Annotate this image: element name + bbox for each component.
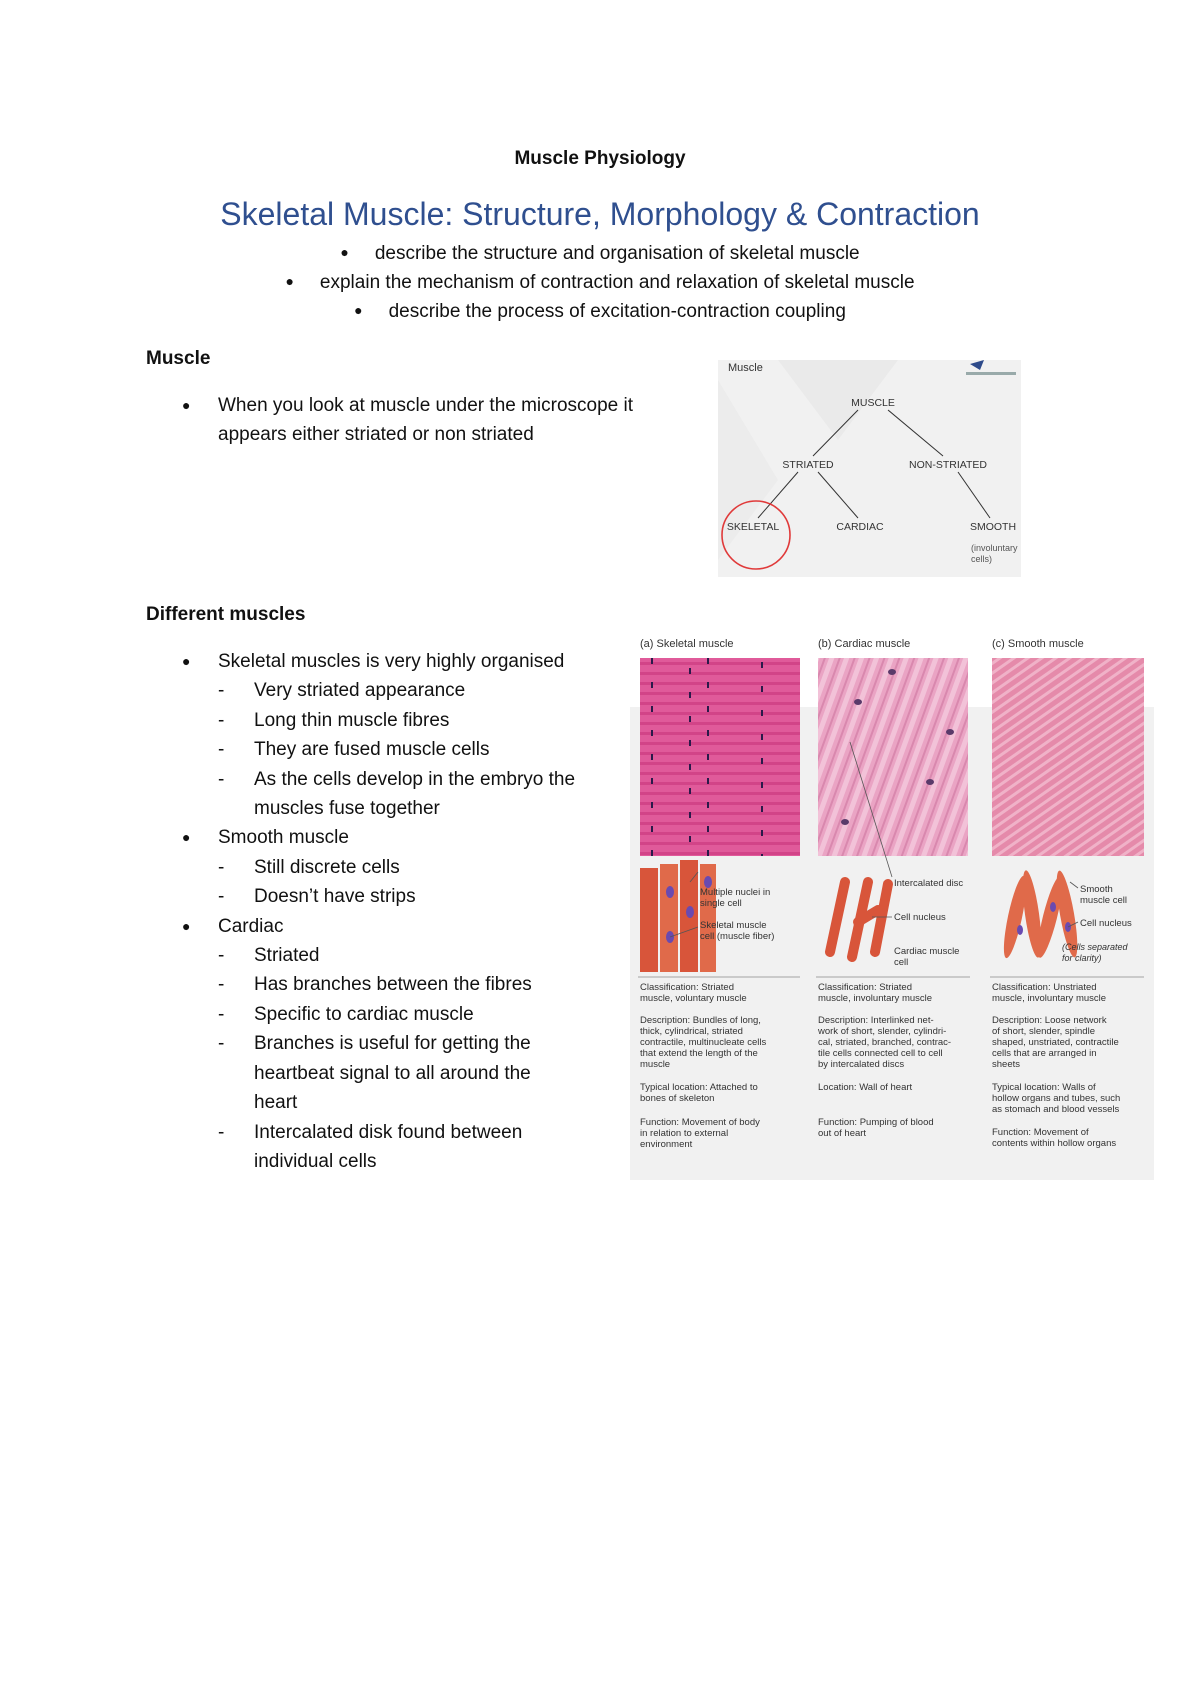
callout-label: Multiple nuclei in xyxy=(700,887,771,898)
svg-text:Function: Movement of body: Function: Movement of body xyxy=(640,1117,760,1128)
tree-node-root: MUSCLE xyxy=(851,397,895,409)
callout-label: Cardiac muscle xyxy=(894,946,960,957)
tree-node-cardiac: CARDIAC xyxy=(836,521,884,533)
svg-text:cells that are arranged in: cells that are arranged in xyxy=(992,1048,1097,1059)
svg-text:tile cells connected cell to c: tile cells connected cell to cell xyxy=(818,1048,943,1059)
svg-text:environment: environment xyxy=(640,1139,693,1150)
callout-label: Skeletal muscle xyxy=(700,920,767,931)
objective-2: ● explain the mechanism of contraction and relaxation of skeletal muscle xyxy=(285,272,915,293)
callout-label: cell xyxy=(894,957,909,968)
callout-label: Intercalated disc xyxy=(894,878,964,889)
svg-text:thick, cylindrical, striated: thick, cylindrical, striated xyxy=(640,1026,743,1037)
list-item-smooth: ● Smooth muscle xyxy=(146,823,575,852)
sub-item-continuation: heartbeat signal to all around the xyxy=(254,1062,531,1084)
svg-text:Typical location: Walls of: Typical location: Walls of xyxy=(992,1082,1096,1093)
svg-text:contractile, multinucleate cel: contractile, multinucleate cells xyxy=(640,1037,767,1048)
svg-text:hollow organs and tubes, such: hollow organs and tubes, such xyxy=(992,1093,1121,1104)
muscle-bullets xyxy=(146,391,633,450)
bullet-icon: ● xyxy=(182,917,191,934)
list-item-continuation: appears either striated or non striated xyxy=(218,424,534,446)
callout-label: Cell nucleus xyxy=(894,912,946,923)
tree-smooth-note-1: (involuntary xyxy=(971,543,1018,553)
svg-text:bones of skeleton: bones of skeleton xyxy=(640,1093,715,1104)
svg-text:Function: Movement of: Function: Movement of xyxy=(992,1127,1089,1138)
sub-item: - Doesn’t have strips xyxy=(146,882,575,911)
sub-item: - Has branches between the fibres xyxy=(146,970,575,999)
svg-text:by intercalated discs: by intercalated discs xyxy=(818,1059,905,1070)
panel-title-skeletal: (a) Skeletal muscle xyxy=(640,638,734,650)
svg-text:Description: Bundles of long,: Description: Bundles of long, xyxy=(640,1015,761,1026)
callout-label: muscle cell xyxy=(1080,895,1127,906)
svg-text:Classification: Striated: Classification: Striated xyxy=(818,982,912,993)
dash-icon: - xyxy=(218,856,225,878)
sub-item: - They are fused muscle cells xyxy=(146,735,575,764)
dash-icon: - xyxy=(218,1121,225,1143)
svg-text:shaped, unstriated, contractil: shaped, unstriated, contractile xyxy=(992,1037,1119,1048)
logo-text-bar xyxy=(966,372,1016,375)
dash-icon: - xyxy=(218,680,225,702)
svg-text:sheets: sheets xyxy=(992,1059,1020,1070)
dash-icon: - xyxy=(218,739,225,761)
svg-text:out of heart: out of heart xyxy=(818,1128,867,1139)
list-item: ● When you look at muscle under the microscope it xyxy=(146,391,633,420)
list-item-skeletal: ● Skeletal muscles is very highly organised xyxy=(146,647,575,676)
list-item-cardiac: ● Cardiac xyxy=(146,912,575,941)
callout-label: (Cells separated xyxy=(1062,942,1128,952)
svg-text:that extend the length of the: that extend the length of the xyxy=(640,1048,758,1059)
dash-icon: - xyxy=(218,945,225,967)
dash-icon: - xyxy=(218,1033,225,1055)
callout-label: Cell nucleus xyxy=(1080,918,1132,929)
sub-item: - As the cells develop in the embryo the xyxy=(146,765,575,794)
objective-1: ● describe the structure and organisation of skeletal muscle xyxy=(340,243,860,264)
svg-text:as stomach and blood vessels: as stomach and blood vessels xyxy=(992,1104,1120,1115)
svg-text:in relation to external: in relation to external xyxy=(640,1128,729,1139)
sub-item: - Very striated appearance xyxy=(146,676,575,705)
sub-item: - Still discrete cells xyxy=(146,853,575,882)
svg-text:Description: Interlinked net-: Description: Interlinked net- xyxy=(818,1015,934,1026)
svg-text:muscle: muscle xyxy=(640,1059,671,1070)
sub-item-continuation: individual cells xyxy=(254,1150,377,1172)
muscle-types-histology-figure xyxy=(630,632,1154,1180)
callout-label: cell (muscle fiber) xyxy=(700,931,775,942)
sub-item: - Specific to cardiac muscle xyxy=(146,1000,575,1029)
callout-label: Smooth xyxy=(1080,884,1113,895)
bullet-icon: ● xyxy=(354,302,363,318)
dash-icon: - xyxy=(218,886,225,908)
muscle-classification-figure xyxy=(718,360,1021,577)
sub-item-continuation: muscles fuse together xyxy=(254,798,440,820)
svg-text:muscle, voluntary muscle: muscle, voluntary muscle xyxy=(640,993,747,1004)
svg-text:Classification: Striated: Classification: Striated xyxy=(640,982,734,993)
svg-text:Typical location: Attached to: Typical location: Attached to xyxy=(640,1082,758,1093)
panel-title-cardiac: (b) Cardiac muscle xyxy=(818,638,911,650)
skeletal-micrograph xyxy=(640,658,800,856)
sub-item: - Branches is useful for getting the xyxy=(146,1029,575,1058)
objective-3: ● describe the process of excitation-contraction coupling xyxy=(354,301,846,322)
sub-item: - Long thin muscle fibres xyxy=(146,706,575,735)
bullet-icon: ● xyxy=(182,653,191,669)
dash-icon: - xyxy=(218,768,225,790)
tree-node-skeletal: SKELETAL xyxy=(726,521,780,533)
svg-text:cal, striated, branched, contr: cal, striated, branched, contrac- xyxy=(818,1037,952,1048)
dash-icon: - xyxy=(218,1003,225,1025)
tree-node-non-striated: NON-STRIATED xyxy=(909,459,987,471)
svg-text:Function: Pumping of blood: Function: Pumping of blood xyxy=(818,1117,934,1128)
bullet-icon: ● xyxy=(285,273,294,289)
tree-smooth-note-2: cells) xyxy=(971,554,993,564)
tree-node-smooth: SMOOTH xyxy=(969,521,1017,533)
dash-icon: - xyxy=(218,974,225,996)
logo-icon xyxy=(970,360,984,370)
document-title: Muscle Physiology xyxy=(514,148,686,169)
page-heading: Skeletal Muscle: Structure, Morphology & Contraction xyxy=(220,196,980,232)
smooth-micrograph xyxy=(992,658,1144,856)
tree-title: Muscle xyxy=(728,362,763,374)
svg-text:Classification: Unstriated: Classification: Unstriated xyxy=(992,982,1097,993)
section-heading-different-muscles: Different muscles xyxy=(146,604,306,625)
tree-node-striated: STRIATED xyxy=(782,459,834,471)
section-heading-muscle: Muscle xyxy=(146,348,211,369)
bullet-icon: ● xyxy=(340,244,349,260)
svg-text:muscle, involuntary muscle: muscle, involuntary muscle xyxy=(992,993,1107,1004)
sub-item-continuation: heart xyxy=(254,1092,298,1114)
svg-text:contents within hollow organs: contents within hollow organs xyxy=(992,1138,1117,1149)
svg-text:Description: Loose network: Description: Loose network xyxy=(992,1015,1107,1026)
cardiac-micrograph xyxy=(818,658,968,856)
panel-title-smooth: (c) Smooth muscle xyxy=(992,638,1084,650)
sub-item: - Intercalated disk found between xyxy=(146,1118,575,1147)
svg-text:muscle, involuntary muscle: muscle, involuntary muscle xyxy=(818,993,933,1004)
sub-item: - Striated xyxy=(146,941,575,970)
svg-text:work of short, slender, cylind: work of short, slender, cylindri- xyxy=(818,1026,947,1037)
svg-text:of short, slender, spindle: of short, slender, spindle xyxy=(992,1026,1095,1037)
dash-icon: - xyxy=(218,709,225,731)
different-muscles-list xyxy=(146,647,575,1176)
callout-label: for clarity) xyxy=(1062,953,1102,963)
bullet-icon: ● xyxy=(182,397,191,413)
svg-text:Location: Wall of heart: Location: Wall of heart xyxy=(818,1082,913,1093)
callout-label: single cell xyxy=(700,898,742,909)
skeletal-cell-illustration xyxy=(640,860,716,972)
bullet-icon: ● xyxy=(182,829,191,846)
